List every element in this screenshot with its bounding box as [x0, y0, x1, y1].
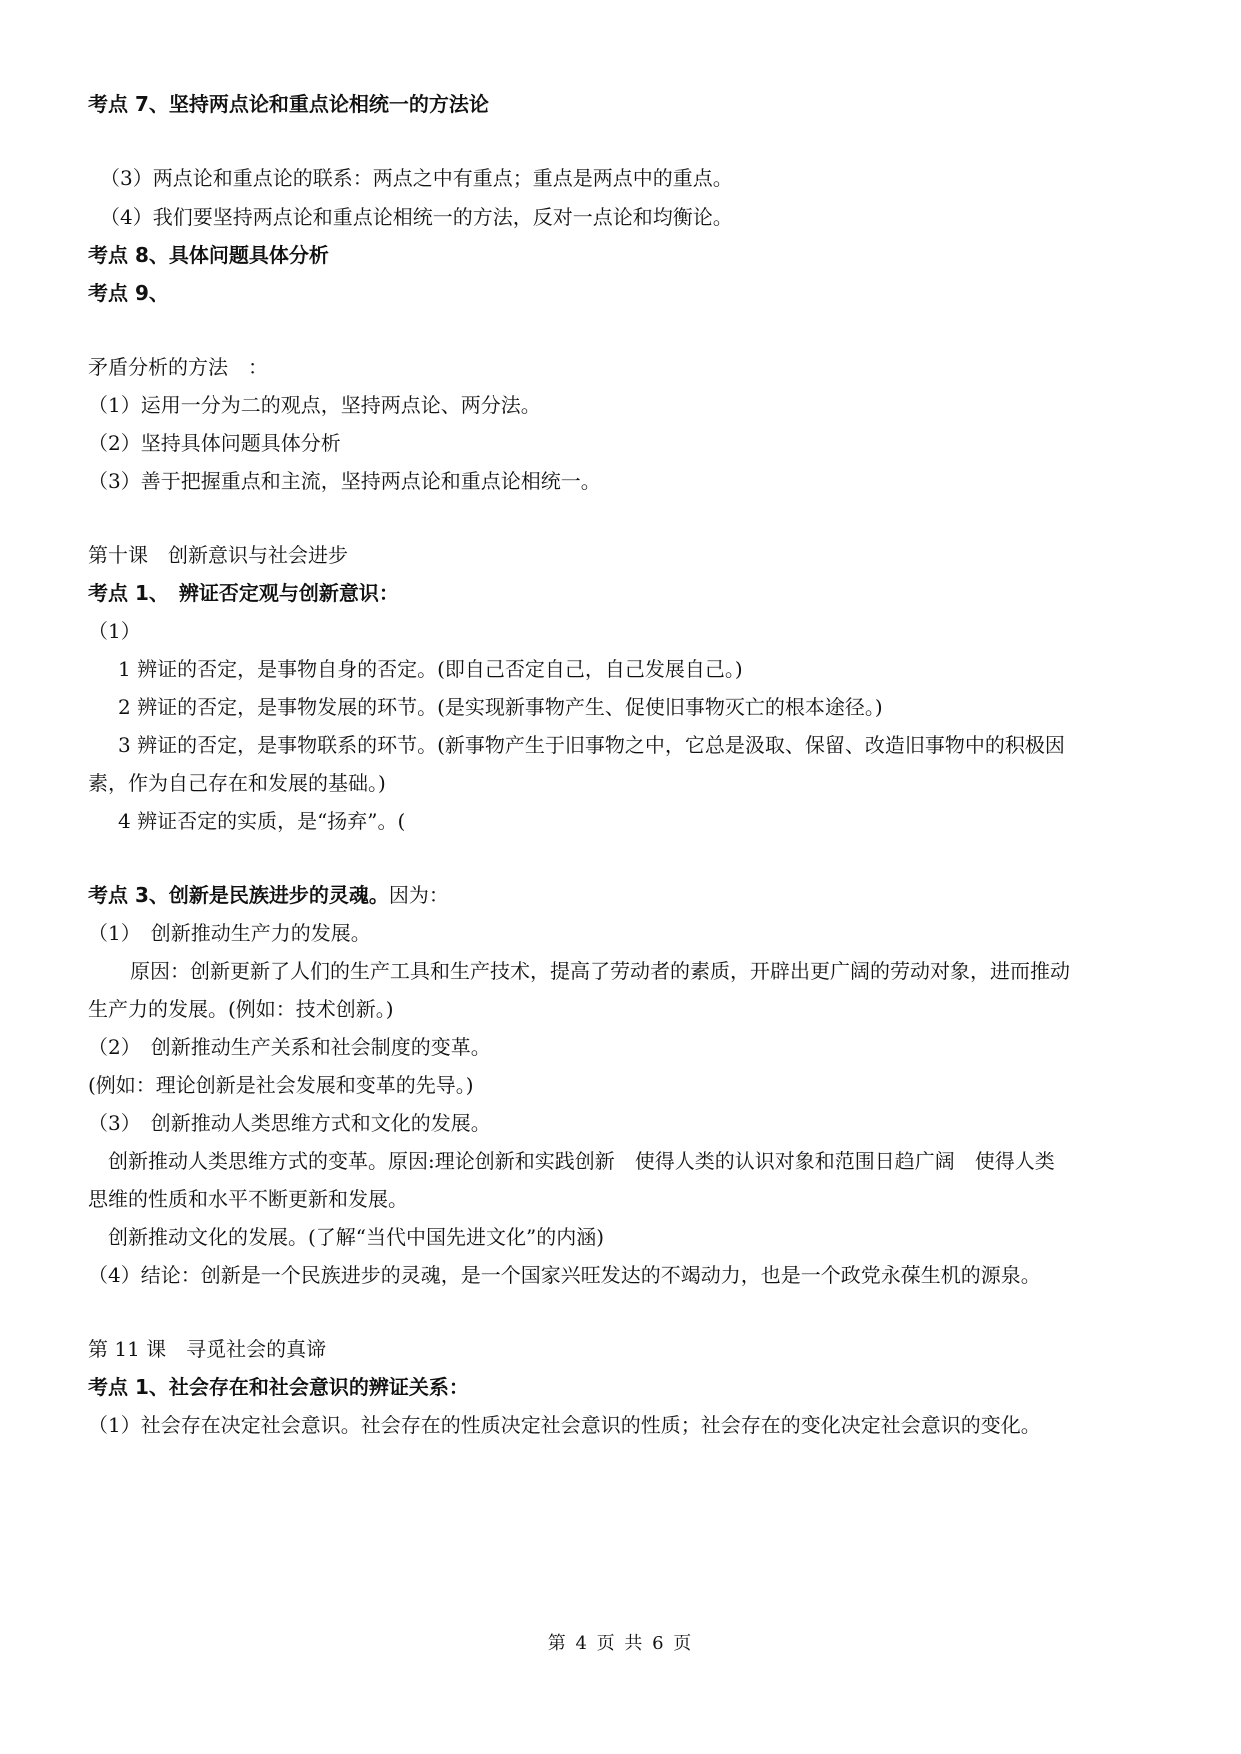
paragraph-continued: 生产力的发展。(例如：技术创新。) [88, 997, 394, 1021]
paragraph: 创新推动文化的发展。(了解“当代中国先进文化”的内涵) [108, 1225, 605, 1249]
paragraph: （3）两点论和重点论的联系：两点之中有重点；重点是两点中的重点。 [100, 166, 733, 190]
list-item: （4）结论：创新是一个民族进步的灵魂，是一个国家兴旺发达的不竭动力，也是一个政党永葆生机的源泉。 [88, 1263, 1041, 1287]
list-item: 3 辨证的否定，是事物联系的环节。(新事物产生于旧事物之中，它总是汲取、保留、改造旧事物中的积极因 [118, 733, 1065, 757]
list-item: （3）善于把握重点和主流，坚持两点论和重点论相统一。 [88, 469, 601, 493]
section-heading-k7: 考点 7、坚持两点论和重点论相统一的方法论 [88, 92, 489, 116]
section-heading-l11-k1: 考点 1、社会存在和社会意识的辨证关系： [88, 1375, 469, 1399]
list-item: （1） [88, 619, 141, 643]
section-heading-l10-k1: 考点 1、 辨证否定观与创新意识： [88, 581, 399, 605]
section-heading-l10-k3-title: 考点 3、创新是民族进步的灵魂。 [88, 883, 389, 907]
list-item: （2）坚持具体问题具体分析 [88, 431, 341, 455]
list-item: 2 辨证的否定，是事物发展的环节。(是实现新事物产生、促使旧事物灭亡的根本途径。) [118, 695, 883, 719]
paragraph: 原因：创新更新了人们的生产工具和生产技术，提高了劳动者的素质，开辟出更广阔的劳动对象，进而推动 [130, 959, 1070, 983]
paragraph: (例如：理论创新是社会发展和变革的先导。) [88, 1073, 474, 1097]
list-item: （1） 创新推动生产力的发展。 [88, 921, 371, 945]
list-item: （3） 创新推动人类思维方式和文化的发展。 [88, 1111, 491, 1135]
paragraph: 矛盾分析的方法 ： [88, 355, 268, 379]
paragraph: （4）我们要坚持两点论和重点论相统一的方法，反对一点论和均衡论。 [100, 205, 733, 229]
section-heading-k8: 考点 8、具体问题具体分析 [88, 243, 329, 267]
paragraph: 创新推动人类思维方式的变革。原因:理论创新和实践创新 使得人类的认识对象和范围日趋广阔 使得人类 [108, 1149, 1055, 1173]
section-heading-k9: 考点 9、 [88, 281, 169, 305]
section-heading-l10-k3-because: 因为： [388, 883, 449, 907]
lesson-heading-11: 第 11 课 寻觅社会的真谛 [88, 1337, 327, 1361]
page-number-footer: 第 4 页 共 6 页 [547, 1633, 694, 1654]
paragraph-continued: 思维的性质和水平不断更新和发展。 [88, 1187, 408, 1211]
list-item: 4 辨证否定的实质，是“扬弃”。( [118, 809, 406, 833]
list-item: （1）社会存在决定社会意识。社会存在的性质决定社会意识的性质；社会存在的变化决定社会意识的变化。 [88, 1413, 1041, 1437]
list-item: （1）运用一分为二的观点，坚持两点论、两分法。 [88, 393, 541, 417]
lesson-heading-10: 第十课 创新意识与社会进步 [88, 543, 348, 567]
list-item: （2） 创新推动生产关系和社会制度的变革。 [88, 1035, 491, 1059]
list-item-continued: 素，作为自己存在和发展的基础。) [88, 771, 386, 795]
list-item: 1 辨证的否定，是事物自身的否定。(即自己否定自己，自己发展自己。) [118, 657, 743, 681]
section-heading-l10-k3 [88, 883, 449, 907]
